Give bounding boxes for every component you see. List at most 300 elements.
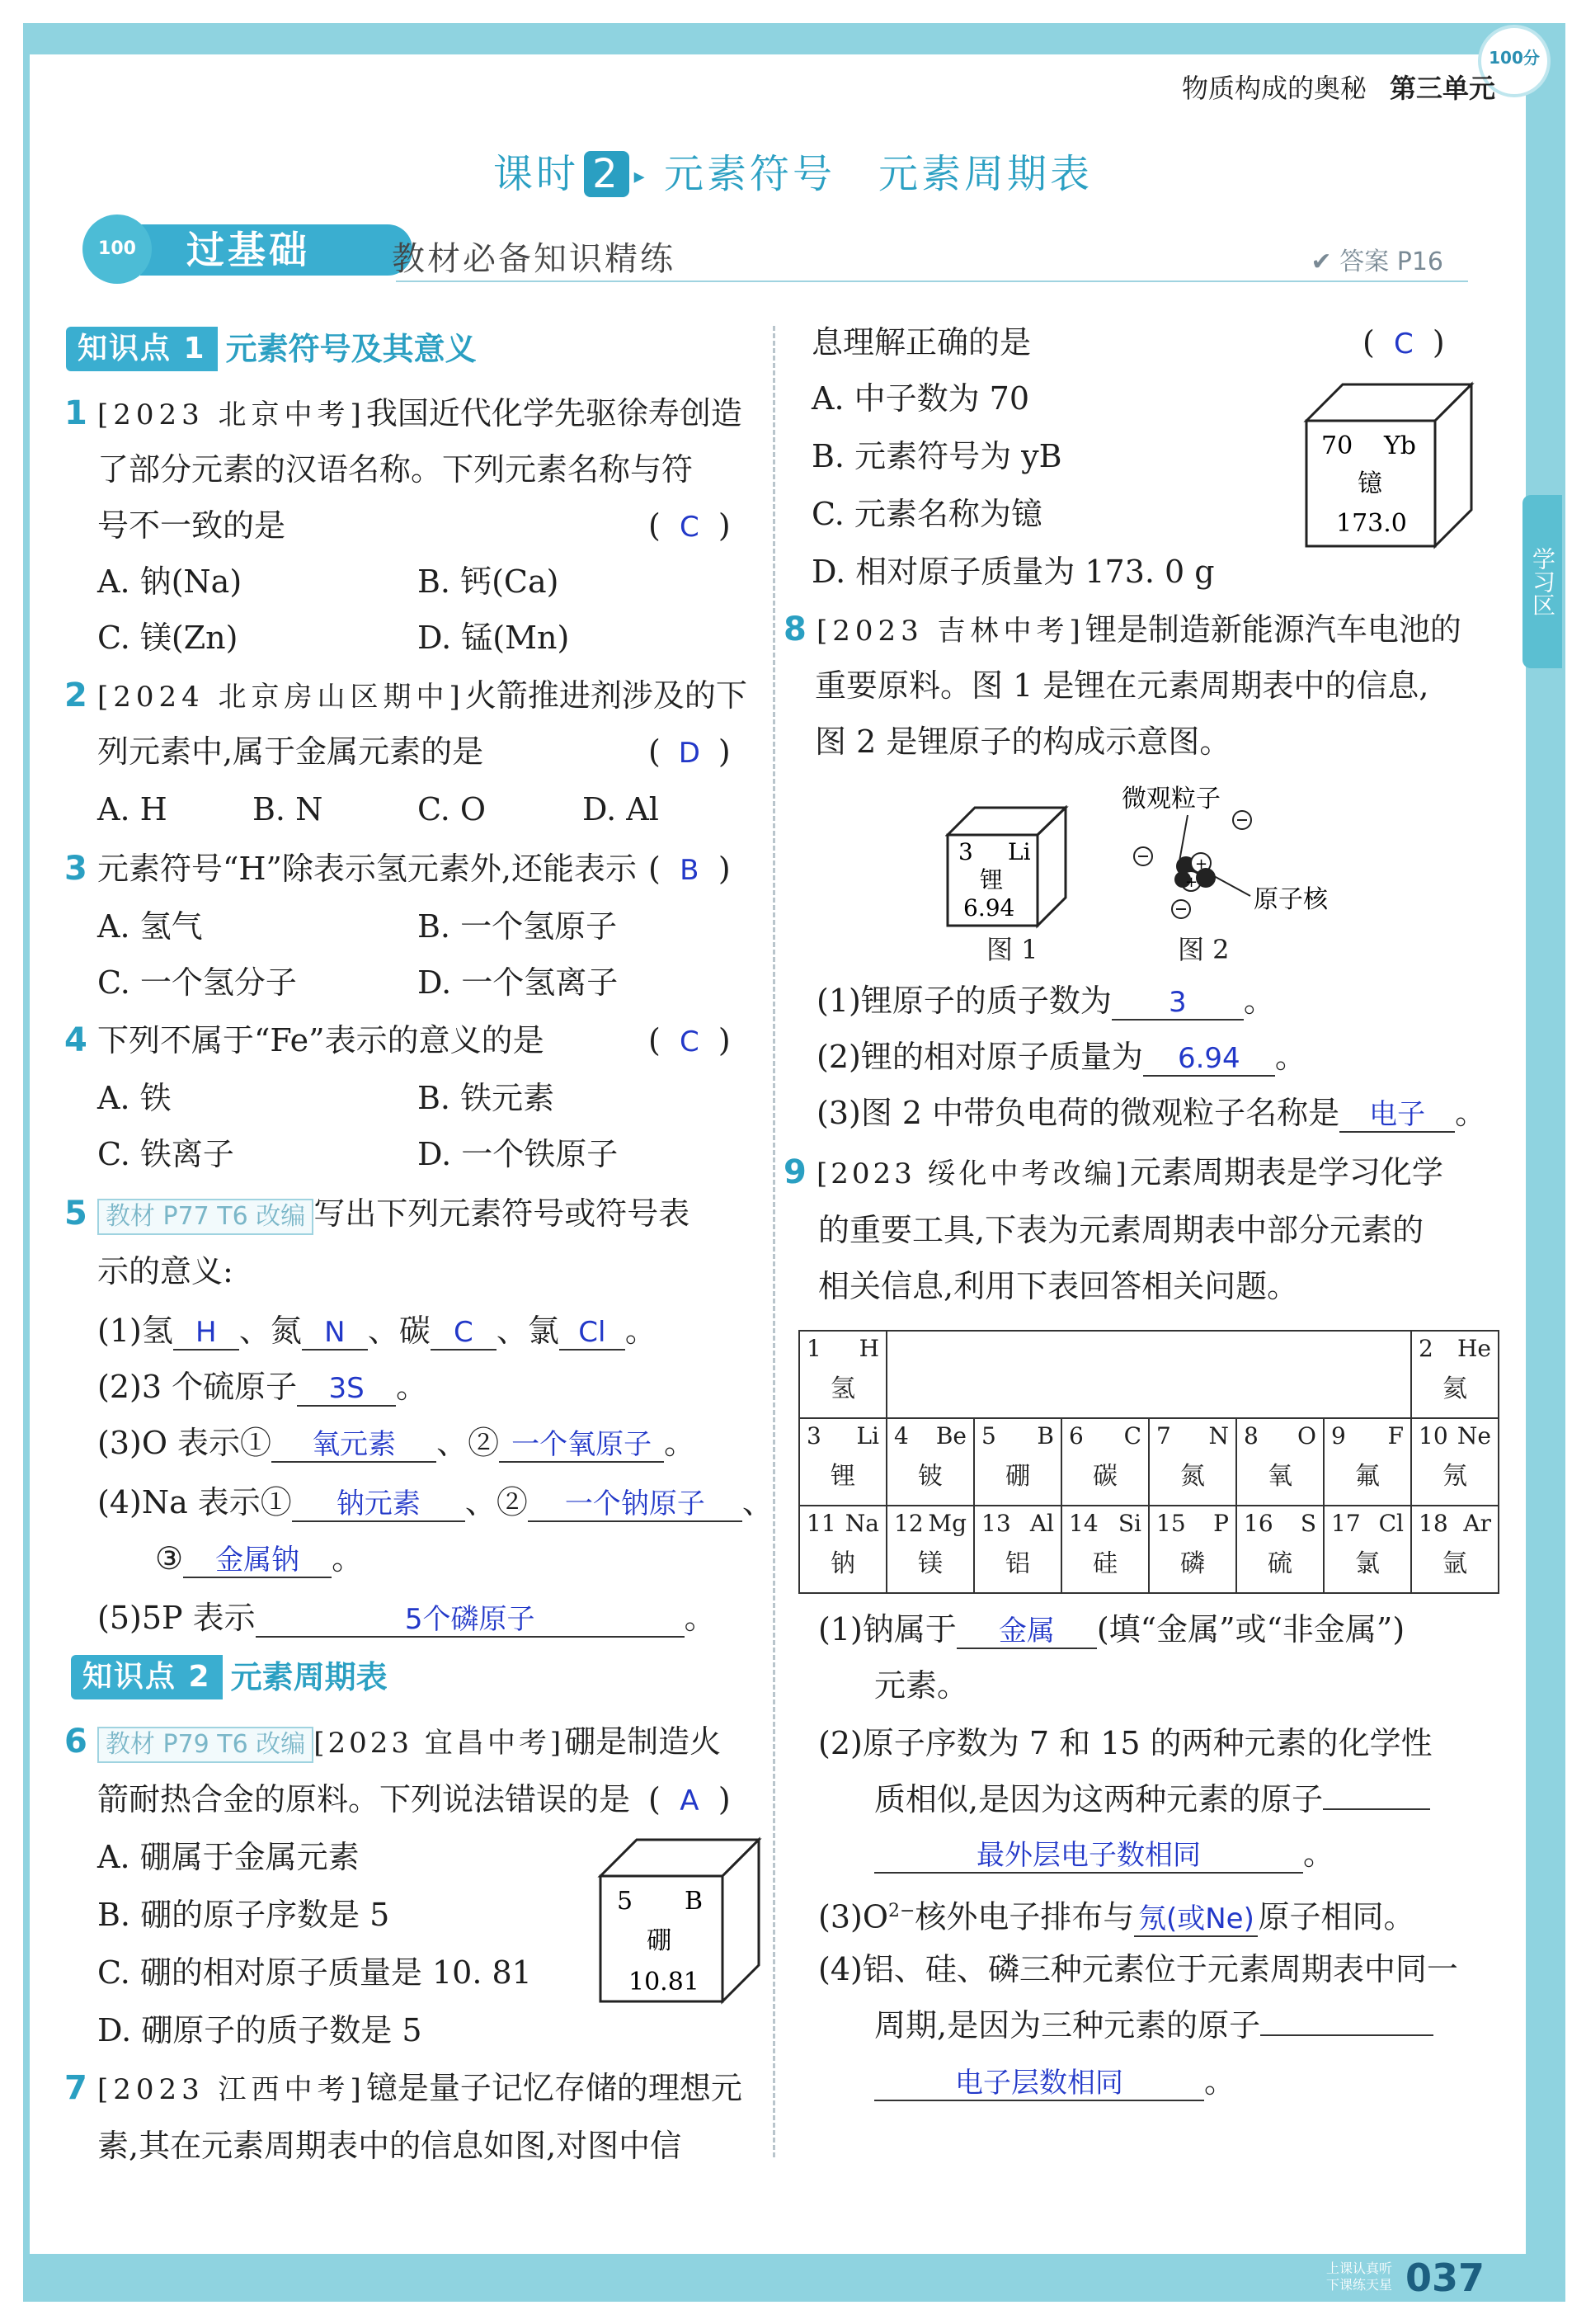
cell-symbol: O <box>1297 1422 1316 1450</box>
part-label: 、氮 <box>238 1313 302 1349</box>
option-a: A. 铁 <box>97 1080 172 1116</box>
answer-blank <box>499 1426 664 1463</box>
answer-blank <box>957 1613 1097 1649</box>
question-text: 元素周期表是学习化学 <box>1129 1154 1443 1190</box>
nucleus-icon <box>1174 853 1216 891</box>
handwritten-answer: H <box>195 1316 217 1349</box>
cell-symbol: S <box>1300 1510 1316 1537</box>
part-label: (1)钠属于 <box>818 1611 957 1648</box>
cell-symbol: Li <box>856 1422 879 1450</box>
cube-symbol: B <box>685 1887 704 1916</box>
part-label: 质相似,是因为这两种元素的原子 <box>874 1781 1324 1817</box>
question-number: 1 <box>64 394 87 432</box>
cube-atomic-mass: 10.81 <box>628 1968 699 1996</box>
question-8-line-2: 重要原料。图 1 是锂在元素周期表中的信息, <box>815 667 1429 704</box>
cell-symbol: Ar <box>1463 1510 1491 1537</box>
option-a: A. 钠(Na) <box>97 563 242 600</box>
cell-number: 16 <box>1244 1510 1273 1537</box>
cell-name: 碳 <box>1093 1462 1118 1491</box>
section-subtitle: 教材必备知识精练 <box>392 240 675 278</box>
element-cell <box>1061 1506 1149 1593</box>
section-underline <box>396 280 1468 282</box>
page-frame-right <box>1526 23 1565 2284</box>
element-cell <box>1149 1418 1236 1506</box>
cell-number: 17 <box>1331 1510 1361 1537</box>
question-source: [2023 吉林中考] <box>816 615 1085 648</box>
cell-name: 硫 <box>1268 1549 1292 1578</box>
cell-name: 氦 <box>1442 1374 1467 1403</box>
q9-part-4-line-1: (4)铝、硅、磷三种元素位于元素周期表中同一 <box>818 1951 1458 1987</box>
kp-tag: 知识点 1 <box>66 327 218 371</box>
particle-label: 微观粒子 <box>1122 785 1221 813</box>
cell-number: 2 <box>1419 1335 1433 1362</box>
part-end: 。 <box>664 1425 696 1461</box>
part-label: 、氯 <box>496 1313 559 1349</box>
cell-symbol: C <box>1123 1422 1141 1450</box>
cell-number: 3 <box>807 1422 821 1450</box>
lesson-number: 2 <box>584 151 629 197</box>
answer-reference <box>1311 241 1444 277</box>
q5-part-4 <box>97 1482 774 1523</box>
cell-number: 4 <box>894 1422 909 1450</box>
element-cell <box>1411 1506 1499 1593</box>
handwritten-answer: 一个钠原子 <box>564 1487 705 1520</box>
question-2-line-1 <box>64 675 747 718</box>
question-9-line-3: 相关信息,利用下表回答相关问题。 <box>818 1268 1299 1304</box>
part-label: (3)O 表示① <box>97 1425 272 1461</box>
option-c: C. O <box>417 791 487 827</box>
cell-name: 铝 <box>1005 1549 1030 1578</box>
handwritten-answer: 5个磷原子 <box>404 1603 535 1636</box>
element-cell <box>1411 1418 1499 1506</box>
ion-charge: 2− <box>887 1901 915 1921</box>
option-b: B. N <box>252 791 323 827</box>
answer-blank <box>1323 1808 1430 1810</box>
handwritten-answer: 一个氧原子 <box>511 1428 652 1461</box>
knowledge-point-2 <box>71 1655 388 1699</box>
lesson-prefix: 课时 <box>493 151 580 197</box>
part-label: 、② <box>436 1425 500 1461</box>
side-tab-study-area[interactable]: 学习区 <box>1522 495 1562 668</box>
unit-label: 第三单元 <box>1389 73 1495 104</box>
cell-number: 7 <box>1156 1422 1171 1450</box>
check-icon: ✔ <box>1311 247 1340 276</box>
empty-cell <box>1236 1331 1324 1418</box>
question-9-line-2: 的重要工具,下表为元素周期表中部分元素的 <box>818 1212 1424 1248</box>
element-cell <box>1324 1418 1411 1506</box>
answer-blank <box>1339 1096 1455 1133</box>
cell-name: 氯 <box>1355 1549 1380 1578</box>
answer-blank <box>302 1314 368 1351</box>
handwritten-answer: 电子层数相同 <box>955 2067 1123 2100</box>
lithium-atom-diagram <box>1122 779 1369 927</box>
q8-part-2 <box>817 1036 1306 1077</box>
handwritten-answer: A <box>680 1784 699 1817</box>
period-2-row <box>799 1418 1499 1506</box>
periodic-table-excerpt <box>798 1330 1499 1594</box>
question-text: 锂是制造新能源汽车电池的 <box>1085 611 1461 648</box>
element-cell <box>1149 1506 1236 1593</box>
cell-number: 15 <box>1156 1510 1186 1537</box>
part-end: 。 <box>1243 983 1275 1019</box>
question-8-line-3: 图 2 是锂原子的构成示意图。 <box>815 724 1231 760</box>
option-c: C. 铁离子 <box>97 1136 234 1172</box>
q9-part-2-line-1: (2)原子序数为 7 和 15 的两种元素的化学性 <box>818 1725 1433 1761</box>
cell-symbol: B <box>1037 1422 1054 1450</box>
handwritten-answer: D <box>678 737 700 770</box>
q9-part-3 <box>818 1891 1414 1938</box>
cell-symbol: Al <box>1029 1510 1054 1537</box>
textbook-reference: 教材 P79 T6 改编 <box>97 1727 313 1763</box>
answer-blank <box>559 1314 625 1351</box>
cube-atomic-mass: 6.94 <box>963 894 1015 922</box>
cell-symbol: P <box>1213 1510 1229 1537</box>
part-label: 、 <box>741 1484 774 1520</box>
q9-part-2-line-3 <box>874 1833 1334 1874</box>
question-1-line-1 <box>64 393 742 436</box>
answer-blank <box>297 1370 396 1407</box>
figure-2-caption: 图 2 <box>1178 934 1230 965</box>
question-number: 8 <box>784 610 807 648</box>
question-1-line-3: 号不一致的是 <box>97 507 286 544</box>
cell-name: 锂 <box>831 1462 855 1491</box>
handwritten-answer: 电子 <box>1369 1098 1426 1131</box>
answer-blank <box>1112 984 1244 1021</box>
handwritten-answer: C <box>679 511 699 544</box>
cube-atomic-number: 3 <box>958 838 973 865</box>
q5-part-1 <box>97 1310 657 1351</box>
element-cell <box>1061 1418 1149 1506</box>
figure-1-caption: 图 1 <box>986 934 1038 965</box>
part-end: 。 <box>1455 1095 1487 1131</box>
answer-blank <box>256 1601 685 1638</box>
brand-logo-icon: 100分 <box>1478 25 1551 97</box>
part-label: 周期,是因为三种元素的原子 <box>874 2007 1261 2044</box>
part-label: (5)5P 表示 <box>97 1600 256 1636</box>
part-label: (4)Na 表示① <box>97 1484 292 1520</box>
answer-blank <box>183 1542 332 1578</box>
question-text: 元素符号“H”除表示氢元素外,还能表示 <box>96 851 638 887</box>
q5-part-5 <box>97 1597 716 1638</box>
running-header <box>1182 68 1495 106</box>
cell-name: 硼 <box>1005 1462 1030 1491</box>
cube-symbol: Yb <box>1384 431 1417 460</box>
nucleus-label: 原子核 <box>1254 885 1328 914</box>
answer-blank <box>292 1486 465 1522</box>
page-frame-top <box>23 23 1565 54</box>
footer-slogan <box>1326 2260 1392 2293</box>
question-7-line-3: 息理解正确的是 <box>812 324 1032 361</box>
option-a: A. 氢气 <box>97 908 203 945</box>
cell-symbol: He <box>1457 1335 1491 1362</box>
answer-bracket: ( B ) <box>648 848 731 891</box>
part-label: 、② <box>464 1484 528 1520</box>
question-text: 我国近代化学先驱徐寿创造 <box>365 395 742 431</box>
mascot-star-icon: 100 <box>82 214 152 284</box>
handwritten-answer: 金属 <box>998 1615 1055 1648</box>
part-end: 。 <box>1274 1039 1306 1075</box>
question-5-line-2: 示的意义: <box>97 1253 233 1289</box>
answer-blank <box>1260 2034 1433 2036</box>
question-5-line-1 <box>64 1193 689 1235</box>
svg-text:+: + <box>1185 874 1198 891</box>
option-d: D. 相对原子质量为 173. 0 g <box>812 554 1215 590</box>
option-b: B. 钙(Ca) <box>417 563 559 600</box>
q9-part-1 <box>818 1609 1405 1650</box>
part-label: (3)图 2 中带负电荷的微观粒子名称是 <box>817 1095 1340 1131</box>
option-b: B. 硼的原子序数是 5 <box>97 1897 390 1933</box>
q9-part-4-line-3 <box>874 2061 1235 2102</box>
part-label: ③ <box>155 1540 184 1577</box>
empty-cell <box>1324 1331 1411 1418</box>
element-cell <box>887 1418 974 1506</box>
question-2-line-2: 列元素中,属于金属元素的是 <box>97 733 484 770</box>
svg-text:+: + <box>1195 856 1208 873</box>
answer-ref-text: 答案 P16 <box>1339 247 1443 276</box>
part-label: 、碳 <box>367 1313 431 1349</box>
cell-name: 氮 <box>1180 1462 1205 1491</box>
question-number: 4 <box>64 1021 87 1059</box>
question-number: 3 <box>64 850 87 888</box>
option-a: A. H <box>97 791 167 827</box>
question-7-line-1 <box>64 2067 742 2110</box>
element-cell <box>974 1418 1061 1506</box>
option-d: D. Al <box>582 791 659 827</box>
part-end: 。 <box>396 1369 428 1405</box>
question-source: [2024 北京房山区期中] <box>96 681 465 714</box>
part-label: (1)氢 <box>97 1313 173 1349</box>
cube-element-name: 镱 <box>1358 469 1382 498</box>
question-number: 6 <box>64 1723 87 1761</box>
cell-symbol: Cl <box>1378 1510 1404 1537</box>
answer-bracket: ( C ) <box>648 1020 731 1063</box>
cell-number: 9 <box>1331 1422 1346 1450</box>
slogan-line-2: 下课练天星 <box>1326 2277 1393 2293</box>
question-source: [2023 江西中考] <box>96 2073 366 2106</box>
question-source: [2023 宜昌中考] <box>313 1727 565 1760</box>
handwritten-answer: 氖(或Ne) <box>1137 1902 1254 1935</box>
option-c: C. 一个氢分子 <box>97 964 297 1001</box>
handwritten-answer: 钠元素 <box>336 1487 421 1520</box>
question-4-line-1 <box>64 1020 544 1061</box>
slogan-line-1: 上课认真听 <box>1326 2260 1393 2276</box>
question-9-line-1 <box>784 1152 1443 1195</box>
q5-part-4-cont <box>155 1538 363 1579</box>
cell-symbol: Mg <box>928 1510 967 1537</box>
element-cell <box>799 1506 887 1593</box>
handwritten-answer: 6.94 <box>1177 1042 1240 1075</box>
part-label: (1)锂原子的质子数为 <box>817 983 1112 1019</box>
handwritten-answer: 3 <box>1169 986 1187 1019</box>
question-7-line-2: 素,其在元素周期表中的信息如图,对图中信 <box>97 2128 682 2164</box>
play-arrow-icon: ▸ <box>633 164 648 189</box>
cell-number: 14 <box>1069 1510 1099 1537</box>
part-label: (2)3 个硫原子 <box>97 1369 298 1405</box>
knowledge-point-1 <box>66 327 477 371</box>
option-a: A. 中子数为 70 <box>812 380 1030 417</box>
chapter-title: 物质构成的奥秘 <box>1181 73 1367 104</box>
kp-name: 元素周期表 <box>230 1659 388 1695</box>
cube-element-name: 锂 <box>980 866 1004 893</box>
question-number: 9 <box>784 1153 807 1191</box>
lesson-name: 元素符号 元素周期表 <box>663 151 1093 197</box>
element-cell <box>799 1418 887 1506</box>
question-text: 镱是量子记忆存储的理想元 <box>365 2070 742 2106</box>
section-name: 过基础 <box>140 224 412 276</box>
page-footer <box>1326 2254 1532 2302</box>
handwritten-answer: C <box>679 1025 699 1058</box>
empty-cell <box>1061 1331 1149 1418</box>
cell-symbol: H <box>859 1335 879 1362</box>
question-3-line-1 <box>64 848 637 889</box>
period-3-row <box>799 1506 1499 1593</box>
cell-name: 氢 <box>831 1374 855 1403</box>
part-end: 。 <box>1303 1836 1335 1872</box>
answer-blank <box>1143 1040 1275 1077</box>
option-d: D. 锰(Mn) <box>417 620 570 656</box>
option-b: B. 一个氢原子 <box>417 908 618 945</box>
element-cell <box>1324 1506 1411 1593</box>
handwritten-answer: 金属钠 <box>215 1544 300 1577</box>
question-number: 5 <box>64 1195 87 1233</box>
cell-name: 镁 <box>918 1549 943 1578</box>
answer-blank <box>874 2065 1204 2101</box>
cell-name: 氖 <box>1442 1462 1467 1491</box>
cell-name: 钠 <box>831 1549 855 1578</box>
element-cell <box>887 1506 974 1593</box>
section-header <box>82 221 1468 279</box>
kp-name: 元素符号及其意义 <box>225 331 477 367</box>
empty-cell <box>974 1331 1061 1418</box>
answer-bracket: ( C ) <box>648 505 731 548</box>
part-end: 。 <box>624 1313 657 1349</box>
question-6-line-2: 箭耐热合金的原料。下列说法错误的是 <box>97 1781 631 1817</box>
cell-symbol: F <box>1387 1422 1404 1450</box>
cube-element-name: 硼 <box>647 1926 671 1955</box>
question-number: 2 <box>64 676 87 714</box>
cell-symbol: Na <box>845 1510 879 1537</box>
cell-symbol: N <box>1208 1422 1229 1450</box>
cell-symbol: Be <box>935 1422 967 1450</box>
option-d: D. 一个铁原子 <box>417 1136 619 1172</box>
option-d: D. 一个氢离子 <box>417 964 619 1001</box>
cube-atomic-number: 70 <box>1321 431 1353 460</box>
question-source: [2023 北京中考] <box>96 398 366 431</box>
empty-cell <box>1149 1331 1236 1418</box>
cell-symbol: Si <box>1118 1510 1141 1537</box>
cell-number: 6 <box>1069 1422 1084 1450</box>
element-cell <box>1411 1331 1499 1418</box>
handwritten-answer: N <box>324 1316 346 1349</box>
question-source: [2023 绥化中考改编] <box>816 1157 1130 1190</box>
option-a: A. 硼属于金属元素 <box>97 1839 360 1875</box>
handwritten-answer: B <box>680 854 699 887</box>
empty-cell <box>887 1331 974 1418</box>
lithium-element-cube <box>945 805 1069 929</box>
cube-atomic-mass: 173.0 <box>1336 509 1407 538</box>
cell-name: 硅 <box>1093 1549 1118 1578</box>
question-6-line-1 <box>64 1721 721 1764</box>
answer-bracket: ( A ) <box>648 1779 731 1822</box>
handwritten-answer: Cl <box>578 1316 606 1349</box>
period-1-row <box>799 1331 1499 1418</box>
q5-part-2 <box>97 1366 427 1407</box>
question-text: 下列不属于“Fe”表示的意义的是 <box>96 1022 544 1058</box>
cell-name: 磷 <box>1180 1549 1205 1578</box>
boron-element-cube <box>597 1836 762 2010</box>
answer-blank <box>1134 1901 1258 1937</box>
cell-number: 5 <box>981 1422 996 1450</box>
cell-number: 13 <box>981 1510 1011 1537</box>
option-c: C. 元素名称为镱 <box>812 496 1042 532</box>
question-number: 7 <box>64 2069 87 2107</box>
question-text: 硼是制造火 <box>564 1723 722 1760</box>
part-label: (填“金属”或“非金属”) <box>1096 1611 1405 1648</box>
cell-name: 氩 <box>1442 1549 1467 1578</box>
page-number: 037 <box>1405 2256 1485 2300</box>
cell-number: 10 <box>1419 1422 1448 1450</box>
option-b: B. 铁元素 <box>417 1080 555 1116</box>
q9-part-2-line-2 <box>874 1779 1430 1820</box>
part-label: (2)锂的相对原子质量为 <box>817 1039 1143 1075</box>
handwritten-answer: 3S <box>328 1372 365 1405</box>
q8-part-1 <box>817 980 1275 1021</box>
answer-bracket: ( C ) <box>1362 322 1445 365</box>
answer-blank <box>528 1486 742 1522</box>
part-label: 核外电子排布与 <box>915 1898 1135 1935</box>
textbook-reference: 教材 P77 T6 改编 <box>97 1199 313 1235</box>
cell-number: 18 <box>1419 1510 1448 1537</box>
q9-part-4-line-2 <box>874 2005 1433 2046</box>
part-label: (3)O <box>818 1898 888 1935</box>
lesson-title <box>0 142 1586 199</box>
cube-atomic-number: 5 <box>617 1887 633 1916</box>
column-divider <box>773 326 775 2157</box>
answer-blank <box>874 1837 1303 1874</box>
handwritten-answer: C <box>1393 328 1414 361</box>
cell-number: 8 <box>1244 1422 1259 1450</box>
part-end: 。 <box>1204 2063 1236 2100</box>
q8-part-3 <box>817 1092 1486 1134</box>
element-cell <box>1236 1418 1324 1506</box>
cell-number: 1 <box>807 1335 821 1362</box>
option-c: C. 硼的相对原子质量是 10. 81 <box>97 1954 532 1991</box>
kp-tag: 知识点 2 <box>71 1655 223 1699</box>
cell-name: 氧 <box>1268 1462 1292 1491</box>
handwritten-answer: 最外层电子数相同 <box>977 1839 1201 1872</box>
answer-blank <box>271 1426 436 1463</box>
question-8-line-1 <box>784 609 1461 652</box>
q9-part-1-cont: 元素。 <box>874 1667 969 1704</box>
part-end: 。 <box>332 1540 364 1577</box>
option-c: C. 镁(Zn) <box>97 620 238 656</box>
answer-bracket: ( D ) <box>648 731 731 774</box>
page-frame-left <box>23 23 30 2302</box>
ytterbium-element-cube <box>1303 381 1476 553</box>
element-cell <box>799 1331 887 1418</box>
handwritten-answer: 氧元素 <box>312 1428 397 1461</box>
handwritten-answer: C <box>453 1316 473 1349</box>
cell-name: 氟 <box>1355 1462 1380 1491</box>
question-1-line-2: 了部分元素的汉语名称。下列元素名称与符 <box>97 451 694 488</box>
cell-number: 11 <box>807 1510 836 1537</box>
q5-part-3 <box>97 1422 695 1464</box>
cell-symbol: Ne <box>1457 1422 1491 1450</box>
option-d: D. 硼原子的质子数是 5 <box>97 2012 422 2048</box>
part-end: 。 <box>684 1600 716 1636</box>
question-text: 火箭推进剂涉及的下 <box>464 677 747 714</box>
answer-blank <box>173 1314 239 1351</box>
